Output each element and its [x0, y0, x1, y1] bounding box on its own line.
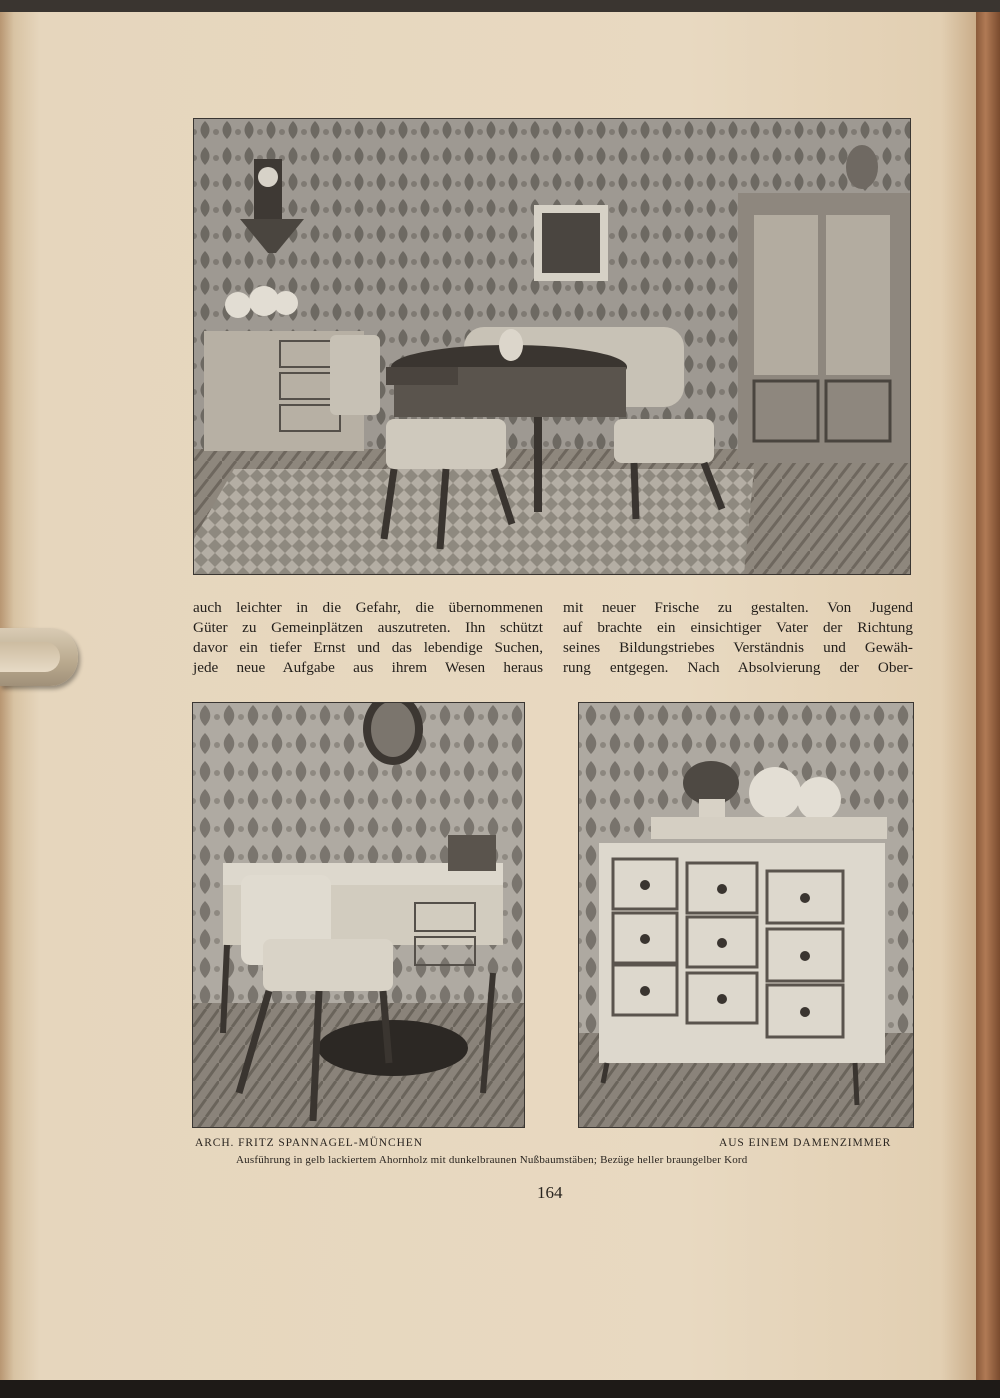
material-description: Ausführung in gelb lackiertem Ahornholz mit dunkelbraunen Nußbaumstäben; Bezüge heller braungelber Kord	[236, 1154, 748, 1166]
photo-chest-of-drawers	[578, 702, 914, 1128]
text-line: jede neue Aufgabe aus ihrem Wesen heraus	[193, 659, 543, 676]
page-number: 164	[537, 1183, 563, 1202]
scan-top-edge	[0, 0, 1000, 12]
text-column-right	[563, 598, 913, 678]
room-caption: AUS EINEM DAMENZIMMER	[719, 1137, 892, 1149]
text-line: seines Bildungstriebes Verständnis und Gewäh-	[563, 639, 913, 656]
book-binding-edge	[976, 12, 1000, 1380]
text-line: davor ein tiefer Ernst und das lebendige Suchen,	[193, 639, 543, 656]
text-line: Güter zu Gemeinplätzen auszutreten. Ihn schützt	[193, 619, 543, 636]
text-column-left	[193, 598, 543, 678]
photo-writing-desk	[192, 702, 525, 1128]
photo-dining-room	[193, 118, 911, 575]
text-line: auch leichter in die Gefahr, die übernommenen	[193, 599, 543, 616]
paper-clip	[0, 628, 78, 686]
architect-caption: ARCH. FRITZ SPANNAGEL-MÜNCHEN	[195, 1137, 423, 1149]
scan-bottom-edge	[0, 1380, 1000, 1398]
text-line: auf brachte ein einsichtiger Vater der Richtung	[563, 619, 913, 636]
text-line: mit neuer Frische zu gestalten. Von Jugend	[563, 599, 913, 616]
text-line: rung entgegen. Nach Absolvierung der Ober-	[563, 659, 913, 676]
